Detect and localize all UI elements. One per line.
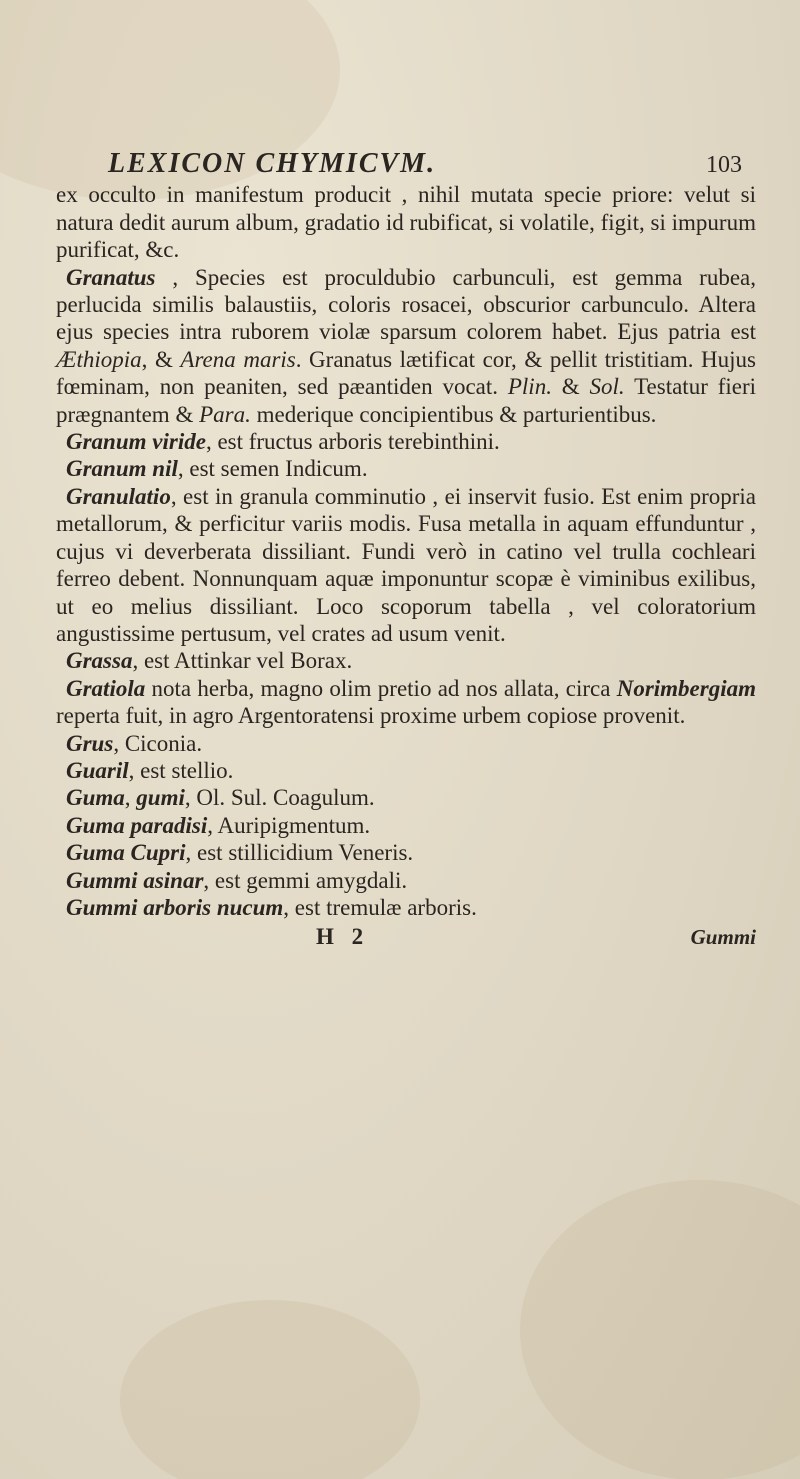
- dictionary-entry: [56, 264, 756, 428]
- headword: Guma Cupri: [66, 840, 186, 866]
- entry-text: , est Attinkar vel Borax.: [132, 648, 353, 674]
- entry-text: . Granatus lætificat cor, & pellit tristitiam. Hujus fœminam, non peaniten, sed pæantiden vocat.: [56, 346, 756, 400]
- paper-stain: [120, 1300, 420, 1479]
- catchword: Gummi: [690, 925, 756, 950]
- entry-text: , est stellio.: [128, 757, 234, 783]
- running-title: LEXICON CHYMICVM.: [108, 148, 437, 179]
- dictionary-entry: [56, 757, 756, 784]
- entry-text: , &: [141, 346, 181, 372]
- entry-text: , est fructus arboris terebinthini.: [205, 429, 500, 455]
- italic-term: Arena maris: [180, 346, 296, 372]
- entry-text: nota herba, magno olim pretio ad nos allata, circa: [145, 675, 617, 701]
- entry-text: reperta fuit, in agro Argentoratensi proxime urbem copiose provenit.: [56, 703, 686, 729]
- dictionary-entry: [56, 784, 756, 811]
- dictionary-entry: [56, 812, 756, 839]
- dictionary-entry: [56, 428, 756, 455]
- entry-text: , est gemmi amygdali.: [203, 867, 408, 893]
- dictionary-entry: [56, 839, 756, 866]
- dictionary-entry: [56, 730, 756, 757]
- entry-text: , est stillicidium Veneris.: [185, 840, 414, 866]
- headword: Granatus: [66, 264, 156, 290]
- headword: Guma paradisi: [66, 812, 208, 838]
- headword: Grus: [66, 730, 114, 756]
- headword: Granulatio: [66, 483, 171, 509]
- entry-text: , est tremulæ arboris.: [283, 894, 477, 920]
- headword: Granum viride: [66, 429, 206, 455]
- entry-text: mederique concipientibus & parturientibus.: [250, 401, 657, 427]
- dictionary-entry: [56, 894, 756, 921]
- entry-text: , est semen Indicum.: [177, 456, 368, 482]
- signature-mark: H 2: [316, 924, 370, 950]
- entry-text: ,: [124, 785, 137, 811]
- italic-term: Sol.: [589, 374, 625, 400]
- dictionary-entry: [56, 867, 756, 894]
- entry-text: , Auripigmentum.: [207, 812, 371, 838]
- entry-text: Testatur fieri prægnantem &: [56, 374, 756, 427]
- headword: Gratiola: [66, 675, 146, 701]
- headword: Guma: [66, 785, 125, 811]
- page-text: [56, 150, 756, 952]
- dictionary-entry: [56, 455, 756, 482]
- headword: Guaril: [66, 757, 129, 783]
- headword: gumi: [136, 785, 185, 811]
- entry-text: , Species est proculdubio carbunculi, est gemma rubea, perlucida similis balaustiis, coloris rosacei, obscurior carbunculo. Altera ejus species intra ruborem violæ sparsum colorem habet. Ejus patria est: [56, 264, 756, 345]
- headword: Gummi arboris nucum: [66, 894, 284, 920]
- continued-paragraph: ex occulto in manifestum producit , nihil mutata specie priore: velut si natura dedit aurum album, gradatio id rubificat, si volatile, figit, si impurum purificat, &c.: [56, 182, 756, 263]
- page-footer: [56, 923, 756, 951]
- italic-term: Æthiopia: [56, 346, 142, 372]
- dictionary-entry: [56, 483, 756, 647]
- headword: Gummi asinar: [66, 867, 204, 893]
- entry-text: , Ol. Sul. Coagulum.: [184, 785, 375, 811]
- headword: Grassa: [66, 648, 133, 674]
- page-number: 103: [706, 152, 742, 178]
- running-header: [108, 150, 756, 179]
- italic-term: Para.: [199, 401, 251, 427]
- dictionary-entries: [56, 181, 756, 921]
- paper-stain: [520, 1180, 800, 1479]
- dictionary-entry: [56, 675, 756, 730]
- entry-text: &: [551, 374, 590, 400]
- headword: Granum nil: [66, 456, 178, 482]
- italic-term: Plin.: [507, 374, 552, 400]
- entry-text: , est in granula comminutio , ei inservit fusio. Est enim propria metallorum, & perficitur variis modis. Fusa metalla in aquam effunduntur , cujus vi deverberata dissiliant. Fundi verò in catino vel trulla cochleari ferreo debent. Nonnunquam aquæ imponuntur scopæ è viminibus exilibus, ut eo melius dissiliant. Loco scoporum tabella , vel coloratorium angustissime pertusum, vel crates ad usum venit.: [56, 483, 756, 646]
- entry-text: , Ciconia.: [113, 730, 203, 756]
- dictionary-entry: [56, 647, 756, 674]
- headword: Norimbergiam: [616, 675, 756, 701]
